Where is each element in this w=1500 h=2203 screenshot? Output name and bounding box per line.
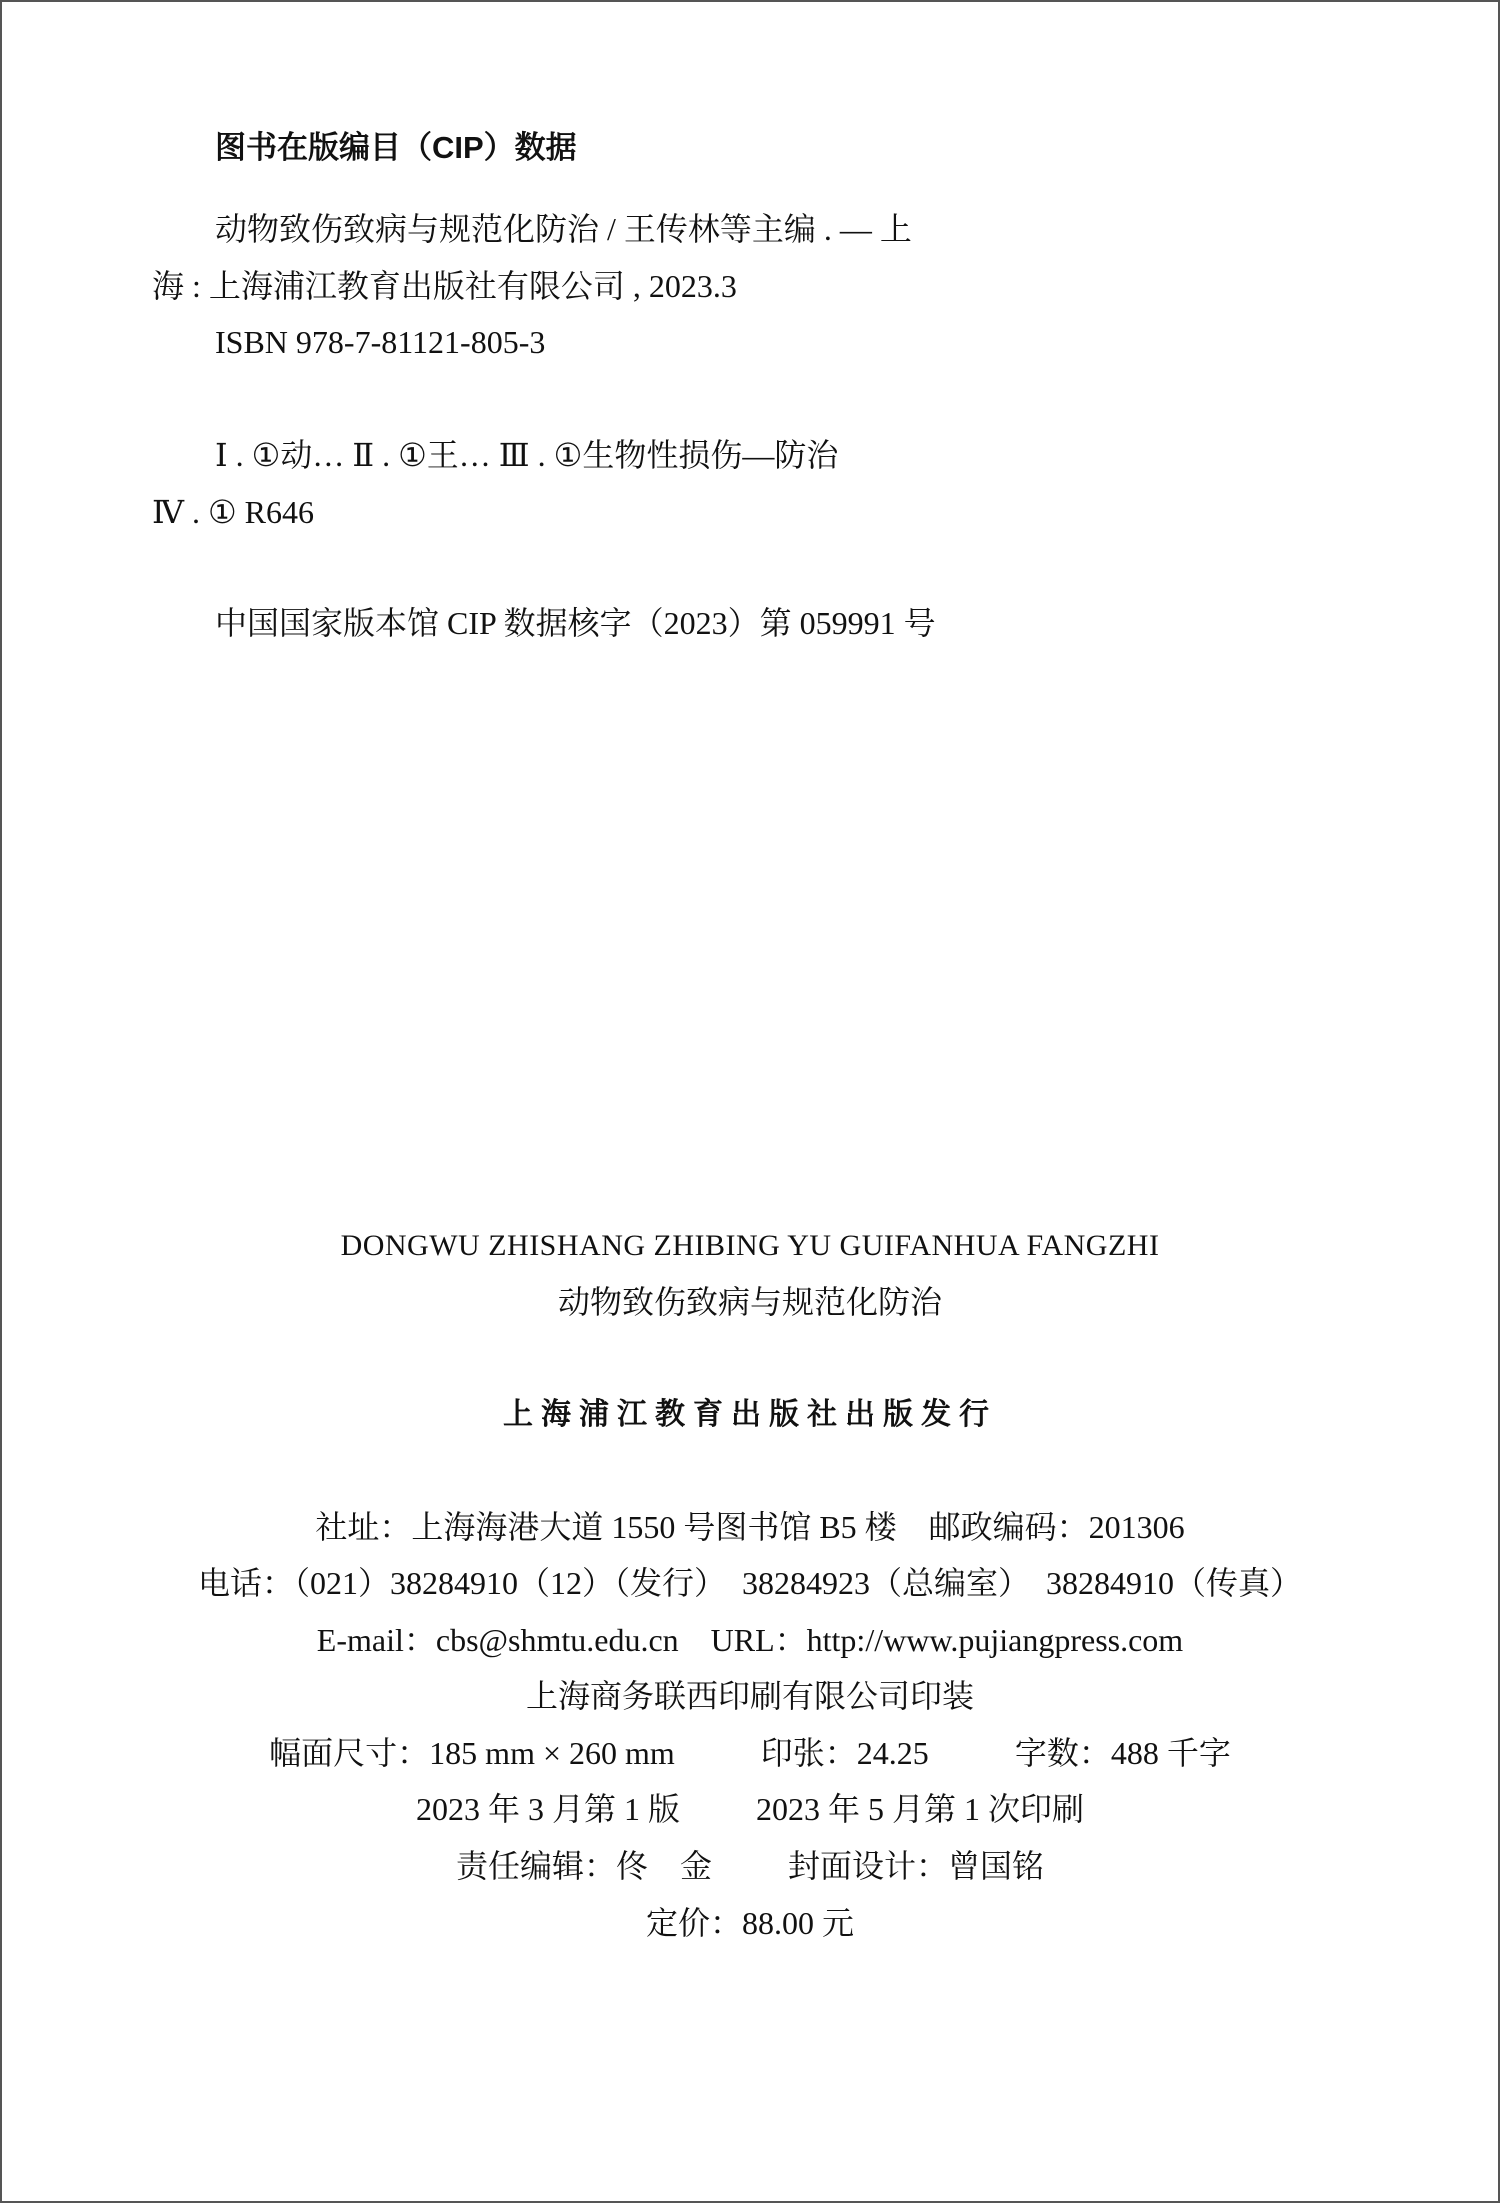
cip-entry-line1: 动物致伤致病与规范化防治 / 王传林等主编 . — 上 xyxy=(215,211,912,247)
publisher-address: 社址：上海海港大道 1550 号图书馆 B5 楼 邮政编码：201306 xyxy=(315,1509,1185,1545)
edition-row xyxy=(2,1789,1498,1829)
word-count: 字数：488 千字 xyxy=(1014,1735,1231,1771)
printed-sheets: 印张：24.25 xyxy=(760,1735,929,1771)
classification-line1: Ⅰ . ①动… Ⅱ . ①王… Ⅲ . ①生物性损伤—防治 xyxy=(215,437,839,473)
cover-designer: 封面设计：曾国铭 xyxy=(788,1848,1045,1884)
printing: 2023 年 5 月第 1 次印刷 xyxy=(756,1791,1085,1827)
cip-heading: 图书在版编目（CIP）数据 xyxy=(215,130,577,165)
credits-row xyxy=(2,1846,1498,1886)
chinese-title: 动物致伤致病与规范化防治 xyxy=(557,1284,942,1320)
responsible-editor: 责任编辑：佟 金 xyxy=(455,1848,712,1884)
cip-entry-line2: 海 : 上海浦江教育出版社有限公司 , 2023.3 xyxy=(152,268,737,304)
publisher-email-url: E-mail：cbs@shmtu.edu.cn URL：http://www.pujiangpress.com xyxy=(316,1622,1184,1658)
printer: 上海商务联西印刷有限公司印装 xyxy=(525,1678,974,1714)
edition: 2023 年 3 月第 1 版 xyxy=(415,1791,680,1827)
format-row xyxy=(2,1733,1498,1773)
cip-record-number: 中国国家版本馆 CIP 数据核字（2023）第 059991 号 xyxy=(215,605,936,641)
classification-line2: Ⅳ . ① R646 xyxy=(152,494,314,530)
price: 定价：88.00 元 xyxy=(645,1905,854,1941)
publisher-phone: 电话：（021）38284910（12）（发行） 38284923（总编室） 38284910（传真） xyxy=(197,1565,1302,1601)
isbn: ISBN 978-7-81121-805-3 xyxy=(215,324,546,360)
format-size: 幅面尺寸：185 mm × 260 mm xyxy=(269,1735,675,1771)
pinyin-title: DONGWU ZHISHANG ZHIBING YU GUIFANHUA FANGZHI xyxy=(340,1229,1160,1262)
publisher: 上海浦江教育出版社出版发行 xyxy=(503,1397,997,1432)
